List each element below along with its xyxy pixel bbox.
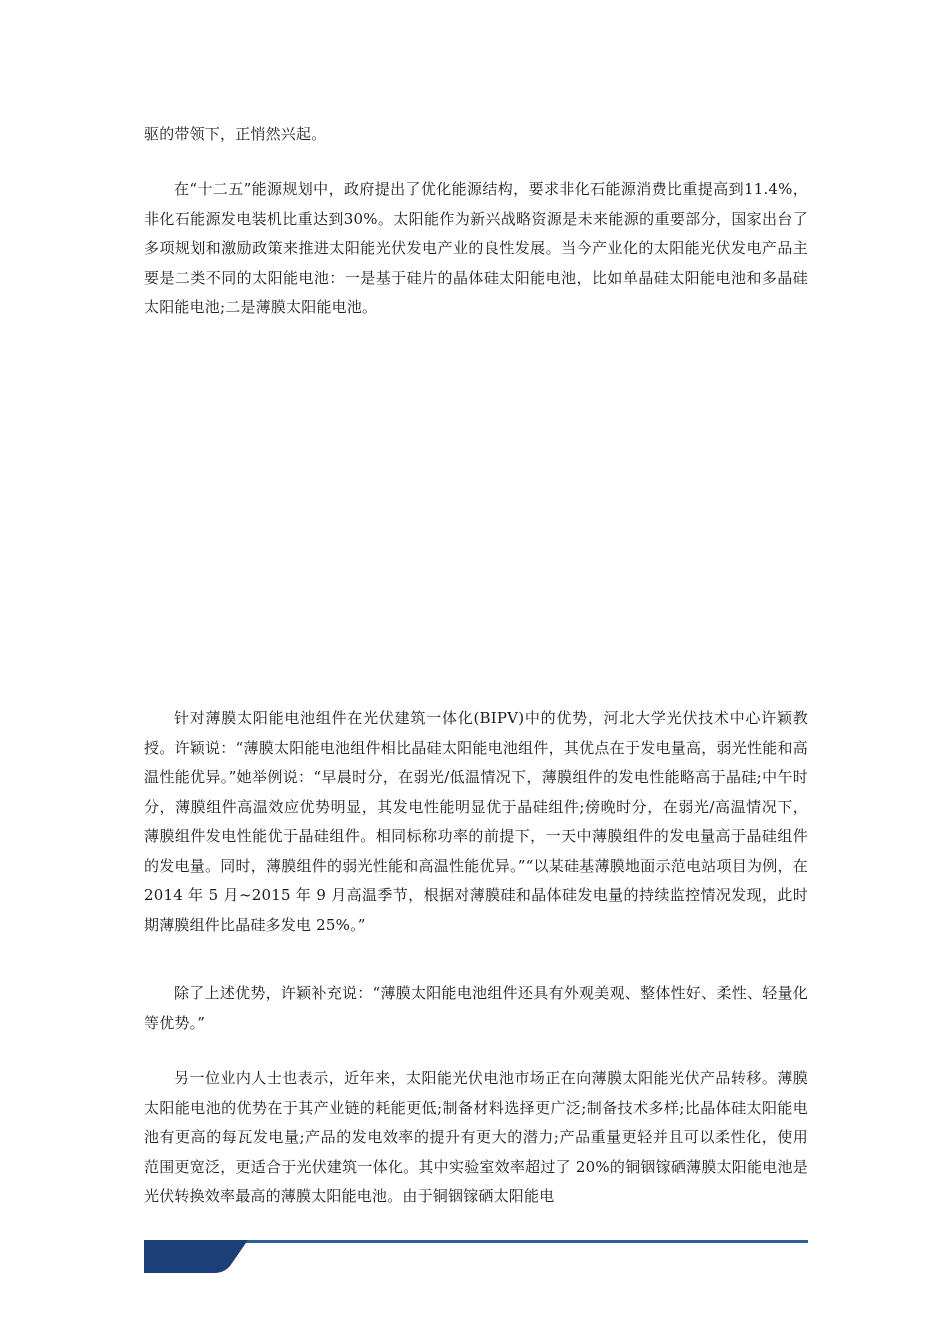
paragraph-energy-plan: 在“十二五”能源规划中，政府提出了优化能源结构，要求非化石能源消费比重提高到11.4%，非化石能源发电装机比重达到30%。太阳能作为新兴战略资源是未来能源的重要部分，国家出台了多项规划和激励政策来推进太阳能光伏发电产业的良性发展。当今产业化的太阳能光伏发电产品主要是二类不同的太阳能电池：一是基于硅片的晶体硅太阳能电池，比如单晶硅太阳能电池和多晶硅太阳能电池;二是薄膜太阳能电池。 <box>144 180 808 316</box>
footer-decoration-band <box>144 1240 808 1274</box>
paragraph-market-shift: 另一位业内人士也表示，近年来，太阳能光伏电池市场正在向薄膜太阳能光伏产品转移。薄膜太阳能电池的优势在于其产业链的耗能更低;制备材料选择更广泛;制备技术多样;比晶体硅太阳能电池有更高的每瓦发电量;产品的发电效率的提升有更大的潜力;产品重量更轻并且可以柔性化，使用范围更宽泛，更适合于光伏建筑一体化。其中实验室效率超过了 20%的铜铟镓硒薄膜太阳能电池是光伏转换效率最高的薄膜太阳能电池。由于铜铟镓硒太阳能电 <box>144 1069 808 1205</box>
footer-slanted-block <box>144 1240 248 1273</box>
paragraph-continuation: 驱的带领下，正悄然兴起。 <box>144 125 327 143</box>
paragraph-bipv-advantages: 针对薄膜太阳能电池组件在光伏建筑一体化(BIPV)中的优势，河北大学光伏技术中心许颖教授。许颖说：“薄膜太阳能电池组件相比晶硅太阳能电池组件，其优点在于发电量高，弱光性能和高温性能优异。”她举例说：“早晨时分，在弱光/低温情况下，薄膜组件的发电性能略高于晶硅;中午时分，薄膜组件高温效应优势明显，其发电性能明显优于晶硅组件;傍晚时分，在弱光/高温情况下，薄膜组件发电性能优于晶硅组件。相同标称功率的前提下，一天中薄膜组件的发电量高于晶硅组件的发电量。同时，薄膜组件的弱光性能和高温性能优异。”“以某硅基薄膜地面示范电站项目为例，在 2014 年 5 月~2015 年 9 月高温季节，根据对薄膜硅和晶体硅发电量的持续监控情况发现，此时期薄膜组件比晶硅多发电 25%。” <box>144 709 808 934</box>
paragraph-additional-advantages: 除了上述优势，许颖补充说：“薄膜太阳能电池组件还具有外观美观、整体性好、柔性、轻量化等优势。” <box>144 984 808 1032</box>
